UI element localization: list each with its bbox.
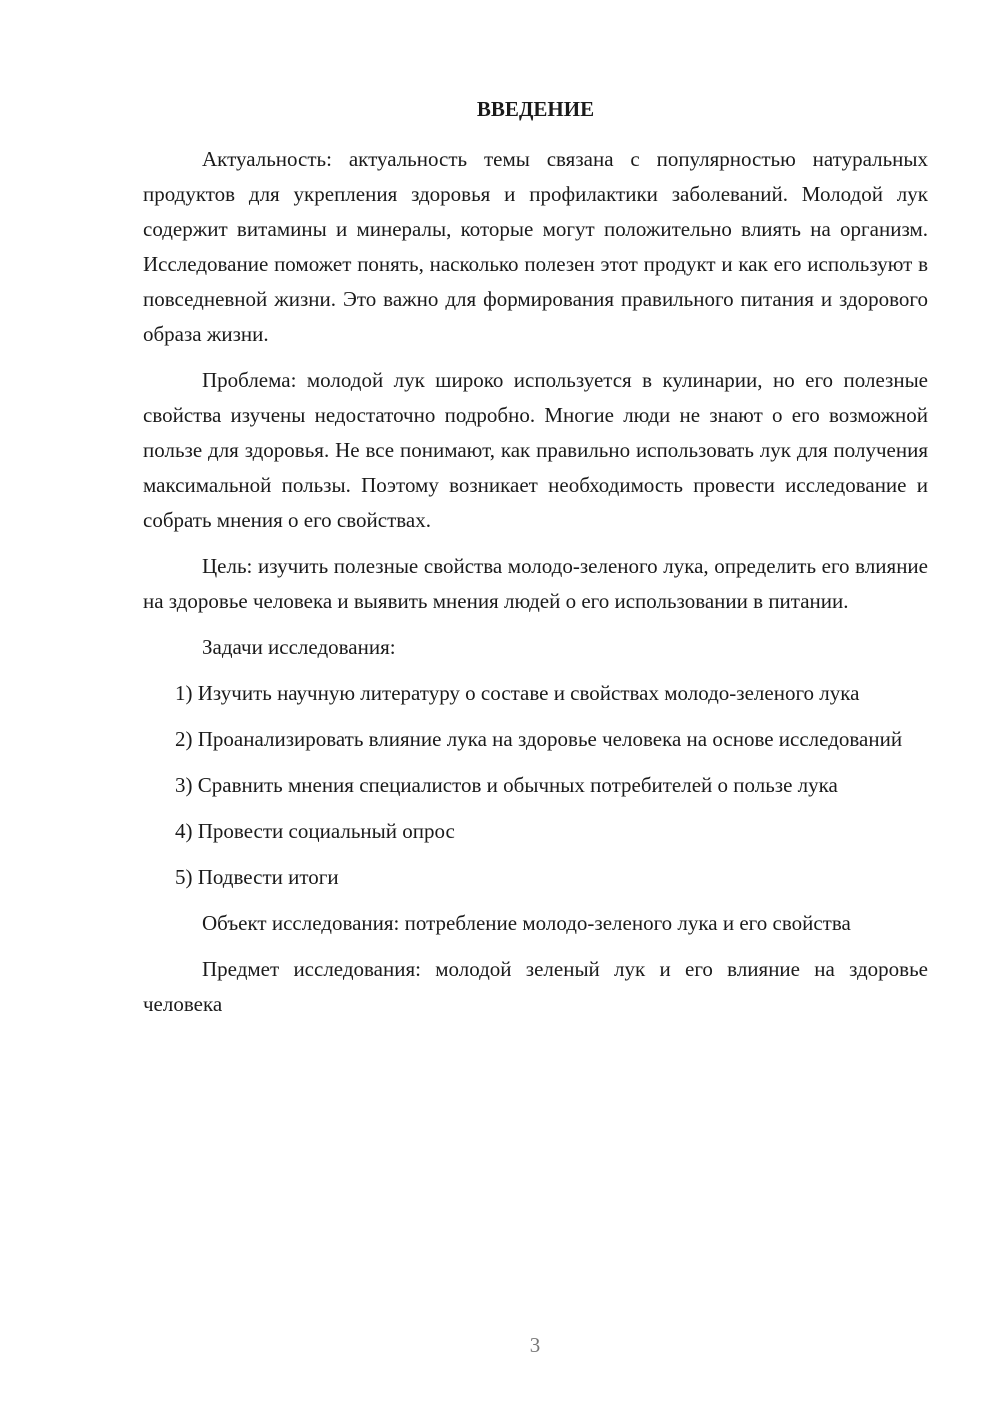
document-page (143, 92, 928, 1033)
task-item: 5) Подвести итоги (175, 865, 339, 889)
task-item: 1) Изучить научную литературу о составе и свойствах молодо-зеленого лука (175, 681, 860, 705)
section-title: ВВЕДЕНИЕ (476, 97, 595, 121)
paragraph-subject: Предмет исследования: молодой зеленый лук и его влияние на здоровье человека (143, 957, 928, 1016)
paragraph-problem: Проблема: молодой лук широко используется в кулинарии, но его полезные свойства изучены недостаточно подробно. Многие люди не знают о его возможной пользе для здоровья. Не все понимают, как правильно использовать лук для получения максимальной пользы. Поэтому возникает необходимость провести исследование и собрать мнения о его свойствах. (143, 368, 928, 532)
task-item: 2) Проанализировать влияние лука на здоровье человека на основе исследований (175, 727, 903, 751)
paragraph-relevance: Актуальность: актуальность темы связана с популярностью натуральных продуктов для укрепления здоровья и профилактики заболеваний. Молодой лук содержит витамины и минералы, которые могут положительно влиять на организм. Исследование поможет понять, насколько полезен этот продукт и как его используют в повседневной жизни. Это важно для формирования правильного питания и здорового образа жизни. (143, 147, 928, 346)
page-number: 3 (529, 1333, 541, 1357)
paragraph-goal: Цель: изучить полезные свойства молодо-зеленого лука, определить его влияние на здоровье человека и выявить мнения людей о его использовании в питании. (143, 554, 928, 613)
paragraph-object: Объект исследования: потребление молодо-зеленого лука и его свойства (202, 911, 851, 935)
tasks-heading: Задачи исследования: (202, 635, 396, 659)
task-item: 3) Сравнить мнения специалистов и обычных потребителей о пользе лука (175, 773, 838, 797)
task-item: 4) Провести социальный опрос (175, 819, 455, 843)
